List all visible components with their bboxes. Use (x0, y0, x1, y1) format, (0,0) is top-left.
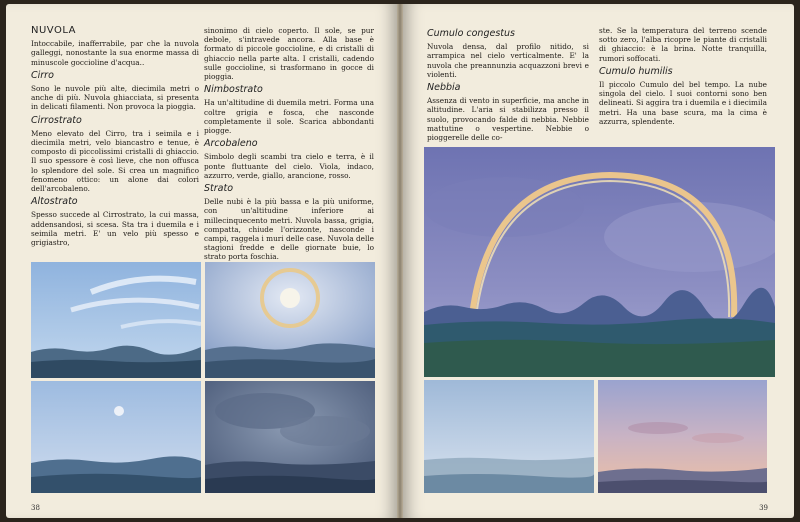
strato-text: Delle nubi è la più bassa e la più uniforme, con un'altitudine inferiore ai millecinquecento metri. Nuvola bassa, grigia, compatta, chiude l'orizzonte, nasconde i campi, raggela i muri delle case. Nuvola delle stagioni fredde e delle giornate buie, lo strato porta foschia. (204, 197, 374, 262)
left-page (6, 4, 397, 518)
left-column-1 (31, 26, 199, 251)
right-column-2 (599, 26, 767, 130)
nimbostrato-heading: Nimbostrato (204, 84, 263, 96)
nebbia-text: Assenza di vento in superficie, ma anche in altitudine. L'aria si stabilizza presso il suolo, provocando falde di nebbia. Nebbie mattutine o vespertine. Nebbie o pioggerelle delle co- (427, 96, 589, 143)
strato-heading: Strato (204, 183, 234, 195)
left-column-2 (204, 26, 374, 266)
cumulo-humilis-heading: Cumulo humilis (599, 65, 673, 77)
nimbostrato-painting (205, 381, 375, 493)
altostrato-painting (31, 381, 201, 493)
cirrostrato-text: Meno elevato del Cirro, tra i seimila e i diecimila metri, velo biancastro e tenue, è composto di piccolissimi cristalli di ghiaccio. Il suo spessore è così lieve, che non offusca lo splendore del sole. Si crea un magnifico fenomeno ottico: un alone dai colori dell'arcobaleno. (31, 128, 199, 194)
right-column-1 (427, 26, 589, 146)
cirrostrato-heading: Cirrostrato (31, 114, 82, 126)
right-page (403, 4, 794, 518)
cumulo-congestus-text: Nuvola densa, dal profilo nitido, si arrampica nel cielo verticalmente. E' la nuvola che preannunzia acquazzoni brevi e violenti. (427, 42, 589, 79)
nebbia-continued-text: ste. Se la temperatura del terreno scende sotto zero, l'alba ricopre le piante di cristalli di ghiaccio: è la brina. Notte tranquilla, rumori soffocati. (599, 26, 767, 63)
altostrato-continued-text: sinonimo di cielo coperto. Il sole, se pur debole, s'intravede ancora. Alla base è formato di piccole goccioline, e di cristalli di ghiaccio nella parte alta. I cristalli, cadendo sulle goccioline, si trasformano in gocce di pioggia. (204, 26, 374, 82)
intro-text: Intoccabile, inafferrabile, par che la nuvola galleggi, nonostante la sua enorme massa di minuscole goccioline d'acqua.. (31, 39, 199, 67)
nebbia-painting (424, 380, 594, 493)
cirro-text: Sono le nuvole più alte, diecimila metri o anche di più. Nuvola ghiacciata, si presenta in delicati filamenti. Non provoca la pioggia. (31, 84, 199, 112)
altostrato-text: Spesso succede al Cirrostrato, la cui massa, addensandosi, si scesa. Sta tra i duemila e i seimila metri. E' un velo più spesso e grigiastro, (31, 210, 199, 248)
page-number-left: 38 (31, 504, 40, 512)
arcobaleno-text: Simbolo degli scambi tra cielo e terra, è il ponte fluttuante del cielo. Viola, indaco, azzurro, verde, giallo, arancione, rosso. (204, 152, 374, 180)
arcobaleno-painting (424, 147, 775, 377)
cumulo-humilis-text: Il piccolo Cumulo del bel tempo. La nube singola del cielo. I suoi contorni sono ben delineati. Si aggira tra i duemila e i diecimila metri. Ha una base scura, ma la cima è azzurra, splendente. (599, 80, 767, 126)
page-title: NUVOLA (31, 25, 76, 36)
arcobaleno-heading: Arcobaleno (204, 138, 258, 150)
cirro-painting (31, 262, 201, 378)
cirro-heading: Cirro (31, 69, 54, 81)
page-number-right: 39 (759, 504, 768, 512)
cumulo-humilis-painting (598, 380, 767, 493)
cumulo-congestus-heading: Cumulo congestus (427, 28, 515, 39)
cirrostrato-painting (205, 262, 375, 378)
nebbia-heading: Nebbia (427, 82, 461, 94)
altostrato-heading: Altostrato (31, 196, 78, 208)
nimbostrato-text: Ha un'altitudine di duemila metri. Forma una coltre grigia e fosca, che nasconde completamente il sole. Scarica abbondanti piogge. (204, 98, 374, 136)
